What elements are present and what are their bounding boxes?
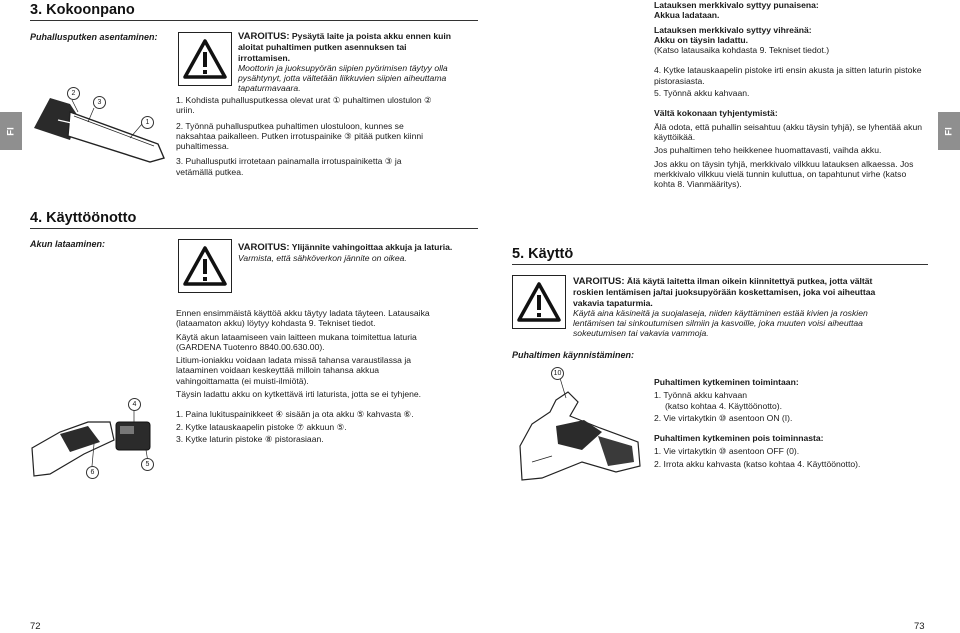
section-4-rule — [30, 228, 478, 229]
page-number-left: 72 — [30, 621, 41, 632]
deep-discharge-tip-2: Jos puhaltimen teho heikkenee huomattavasti, vaihda akku. — [654, 145, 882, 156]
charging-para-3: Litium-ioniakku voidaan ladata missä tahansa varaustilassa ja lataaminen voidaan keskeyttää milloin tahansa akkua vahingoittamatta (ei muisti-ilmiötä). — [176, 355, 412, 386]
charging-step-3: 3. Kytke laturin pistoke ⑧ pistorasiaan. — [176, 433, 324, 444]
warning-3-body: Käytä aina käsineitä ja suojalaseja, niiden käyttäminen estää kivien ja roskien lentämisen tai sinkoutumisen silmiin ja kasvoille, joka muuten voisi aiheuttaa sokeutumisen tai vakavia vammoja. — [573, 307, 868, 339]
status-green-meaning: Akku on täysin ladattu. — [654, 34, 749, 45]
switch-off-heading: Puhaltimen kytkeminen pois toiminnasta: — [654, 433, 824, 444]
status-green-label: Latauksen merkkivalo syttyy vihreänä: — [654, 24, 812, 35]
warning-1-label: VAROITUS: — [238, 31, 290, 42]
section-3-rule — [30, 20, 478, 21]
charging-para-1: Ennen ensimmäistä käyttöä akku täytyy ladata täyteen. Latausaika (lataamaton akku) löytyy kohdasta 9. Tekniset tiedot. — [176, 308, 430, 329]
charging-step-1: 1. Paina lukituspainikkeet ④ sisään ja ota akku ⑤ kahvasta ⑥. — [176, 409, 414, 420]
switch-off-step-1: 1. Vie virtakytkin ⑩ asentoon OFF (0). — [654, 446, 800, 457]
assembly-step-1: 1. Kohdista puhallusputkessa olevat urat ① puhaltimen ulostulon ② uriin. — [176, 95, 432, 116]
charging-para-4: Täysin ladattu akku on kytkettävä irti laturista, jotta se ei tyhjene. — [176, 389, 422, 400]
callout-4: 4 — [128, 398, 141, 411]
switch-on-step-1-note: (katso kohtaa 4. Käyttöönotto). — [665, 400, 783, 411]
warning-3-heading: Älä käytä laitetta ilman oikein kiinnitettyä putkea, jotta vältät roskien lentämisen ja/tai juoksupyörään koskettamisen, joka voi aiheuttaa vakavia tapaturmia. — [573, 276, 876, 308]
charging-step-2: 2. Kytke latauskaapelin pistoke ⑦ akkuun ⑤. — [176, 421, 347, 432]
warning-2-label: VAROITUS: — [238, 242, 290, 253]
section-3-label: Puhallusputken asentaminen: — [30, 32, 158, 42]
warning-1-body: Moottorin ja juoksupyörän siipien pyörimisen täytyy olla pysähtynyt, jotta vältetään liikkuvien siipien aiheuttama tapaturmavaara. — [238, 62, 448, 94]
warning-2-text — [238, 242, 458, 264]
section-3-title: 3. Kokoonpano — [30, 2, 135, 18]
charging-para-2: Käytä akun lataamiseen vain laitteen mukana toimitettua laturia (GARDENA Tuotenro 8840.00.630.00). — [176, 331, 417, 352]
callout-1: 1 — [141, 116, 154, 129]
status-green-note: (Katso latausaika kohdasta 9. Tekniset tiedot.) — [654, 45, 830, 56]
charging-step-4: 4. Kytke latauskaapelin pistoke irti ensin akusta ja sitten laturin pistoke pistorasiasta. — [654, 65, 922, 86]
blower-switch-illustration — [512, 366, 647, 494]
switch-on-step-2: 2. Vie virtakytkin ⑩ asentoon ON (I). — [654, 412, 793, 423]
warning-2-heading: Ylijännite vahingoittaa akkuja ja laturia. — [289, 242, 453, 252]
warning-icon-2 — [178, 239, 232, 293]
warning-3-label: VAROITUS: — [573, 276, 625, 287]
section-4-title: 4. Käyttöönotto — [30, 210, 137, 226]
charging-step-5: 5. Työnnä akku kahvaan. — [654, 88, 750, 99]
callout-2: 2 — [67, 87, 80, 100]
language-tab-left: FI — [0, 112, 22, 150]
callout-3: 3 — [93, 96, 106, 109]
language-tab-right: FI — [938, 112, 960, 150]
status-red-meaning: Akkua ladataan. — [654, 10, 720, 21]
assembly-step-3: 3. Puhallusputki irrotetaan painamalla irrotuspainiketta ③ ja vetämällä putkea. — [176, 156, 402, 177]
start-blower-label: Puhaltimen käynnistäminen: — [512, 350, 635, 360]
deep-discharge-tip-3: Jos akku on täysin tyhjä, merkkivalo vilkkuu latauksen alkaessa. Jos merkkivalo vilkkuu vielä tunnin kuluttua, on tapahtunut virhe (katso kohta 8. Vianmääritys). — [654, 158, 914, 190]
switch-instructions — [654, 377, 904, 469]
switch-off-step-2: 2. Irrota akku kahvasta (katso kohtaa 4. Käyttöönotto). — [654, 458, 861, 469]
section-5-rule — [512, 264, 928, 265]
battery-charging-illustration — [30, 392, 180, 482]
page-number-right: 73 — [914, 621, 925, 632]
warning-1-heading: Pysäytä laite ja poista akku ennen kuin aloitat puhaltimen putken asennuksen tai irrottamisen. — [238, 31, 451, 63]
callout-10: 10 — [551, 367, 564, 380]
callout-5: 5 — [141, 458, 154, 471]
status-red-label: Latauksen merkkivalo syttyy punaisena: — [654, 0, 819, 10]
callout-6: 6 — [86, 466, 99, 479]
deep-discharge-heading: Vältä kokonaan tyhjentymistä: — [654, 108, 778, 119]
assembly-steps — [176, 95, 438, 177]
section-5-title: 5. Käyttö — [512, 246, 574, 262]
warning-icon-3 — [512, 275, 566, 329]
warning-2-body: Varmista, että sähköverkon jännite on oikea. — [238, 253, 407, 264]
switch-on-heading: Puhaltimen kytkeminen toimintaan: — [654, 377, 799, 387]
warning-3-text — [573, 276, 903, 339]
assembly-step-2: 2. Työnnä puhallusputkea puhaltimen ulostuloon, kunnes se naksahtaa paikalleen. Putken irrotuspainike ③ pitää putken kiinni puhaltimessa. — [176, 120, 424, 152]
charging-status-text — [654, 0, 924, 189]
warning-1-text — [238, 31, 458, 94]
charging-text — [176, 308, 444, 444]
warning-icon-1 — [178, 32, 232, 86]
deep-discharge-tip-1: Älä odota, että puhallin seisahtuu (akku täysin tyhjä), se lyhentää akun käyttöikää. — [654, 121, 923, 142]
section-4-label: Akun lataaminen: — [30, 239, 106, 249]
switch-on-step-1: 1. Työnnä akku kahvaan — [654, 390, 748, 401]
